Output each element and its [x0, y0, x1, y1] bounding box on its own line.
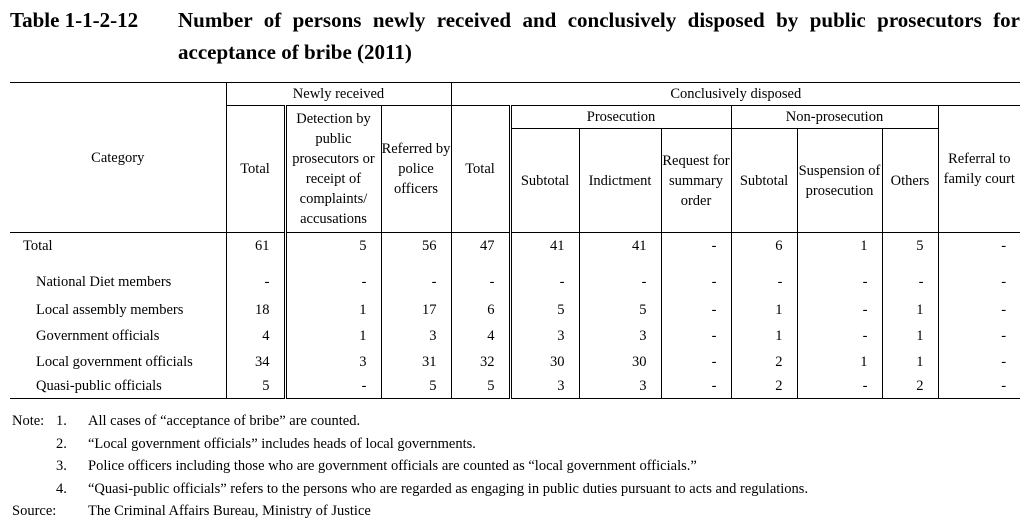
- table-row: [10, 233, 1020, 267]
- header-category: Category: [10, 83, 226, 233]
- note-text: Police officers including those who are government officials are counted as “local government officials.”: [88, 458, 697, 474]
- header-conclusively-disposed: Conclusively disposed: [451, 83, 1020, 106]
- header-newly-received: Newly received: [226, 83, 451, 106]
- row-category: National Diet members: [36, 273, 172, 290]
- cell-value: 5: [226, 375, 285, 399]
- cell-value: 1: [882, 297, 938, 323]
- header-np-subtotal: Subtotal: [731, 129, 797, 233]
- note-text: “Quasi-public officials” refers to the persons who are regarded as engaging in public duties pursuant to acts and regulations.: [88, 480, 809, 497]
- header-summary: Request for summary order: [661, 129, 731, 233]
- table-body: [10, 233, 1020, 399]
- cell-value: 31: [381, 349, 451, 375]
- header-prosecution: Prosecution: [510, 106, 731, 129]
- cell-value: 2: [731, 375, 797, 399]
- cell-value: -: [579, 267, 661, 297]
- cell-value: 1: [882, 323, 938, 349]
- note-number: 2.: [56, 435, 67, 452]
- cell-value: 41: [579, 233, 661, 267]
- cell-value: 2: [882, 375, 938, 399]
- cell-value: 5: [882, 233, 938, 267]
- cell-value: 1: [285, 323, 381, 349]
- cell-value: -: [285, 375, 381, 399]
- cell-value: 4: [451, 323, 510, 349]
- cell-value: 56: [381, 233, 451, 267]
- table-row: [10, 267, 1020, 297]
- cell-value: 3: [381, 323, 451, 349]
- table-number: Table 1-1-2-12: [10, 8, 139, 32]
- cell-value: 3: [510, 323, 579, 349]
- cell-value: 47: [451, 233, 510, 267]
- cell-value: 1: [731, 297, 797, 323]
- cell-value: -: [451, 267, 510, 297]
- cell-value: 2: [731, 349, 797, 375]
- cell-value: 3: [510, 375, 579, 399]
- cell-value: -: [661, 267, 731, 297]
- table-row: [10, 349, 1020, 375]
- header-others: Others: [882, 129, 938, 233]
- cell-value: 6: [451, 297, 510, 323]
- cell-value: -: [797, 297, 882, 323]
- note-label: Note:: [12, 413, 45, 429]
- cell-value: 5: [451, 375, 510, 399]
- header-pros-subtotal: Subtotal: [510, 129, 579, 233]
- cell-value: -: [797, 375, 882, 399]
- cell-value: -: [938, 267, 1020, 297]
- header-non-prosecution: Non-prosecution: [731, 106, 938, 129]
- cell-value: -: [882, 267, 938, 297]
- cell-value: -: [731, 267, 797, 297]
- header-detection: Detection by public prosecutors or receipt of complaints/ accusations: [285, 106, 381, 233]
- cell-value: 6: [731, 233, 797, 267]
- cell-value: 17: [381, 297, 451, 323]
- note-number: 4.: [56, 480, 67, 497]
- cell-value: 32: [451, 349, 510, 375]
- cell-value: -: [661, 297, 731, 323]
- cell-value: 3: [579, 375, 661, 399]
- header-referred: Referred by police officers: [381, 106, 451, 233]
- cell-value: 30: [510, 349, 579, 375]
- cell-value: 1: [285, 297, 381, 323]
- cell-value: -: [938, 323, 1020, 349]
- cell-value: 1: [797, 233, 882, 267]
- table-title-text: Number of persons newly received and conclusively disposed by public prosecutors for acceptance of bribe (2011): [178, 8, 1020, 64]
- cell-value: 5: [510, 297, 579, 323]
- row-category: Total: [23, 238, 53, 254]
- cell-value: -: [661, 349, 731, 375]
- cell-value: -: [510, 267, 579, 297]
- cell-value: -: [226, 267, 285, 297]
- cell-value: 41: [510, 233, 579, 267]
- cell-value: -: [661, 233, 731, 267]
- cell-value: 5: [579, 297, 661, 323]
- header-cd-total: Total: [451, 106, 510, 233]
- data-table: [10, 82, 1020, 399]
- row-category: Quasi-public officials: [10, 375, 226, 399]
- cell-value: 34: [226, 349, 285, 375]
- header-suspension: Suspension of prosecution: [797, 129, 882, 233]
- table-row: [10, 375, 1020, 399]
- cell-value: -: [797, 323, 882, 349]
- cell-value: 1: [882, 349, 938, 375]
- cell-value: 1: [731, 323, 797, 349]
- header-family-court: Referral to family court: [938, 106, 1020, 233]
- cell-value: -: [938, 233, 1020, 267]
- note-number: 1.: [56, 413, 67, 429]
- note-text: “Local government officials” includes heads of local governments.: [88, 435, 476, 452]
- header-row-1: [10, 83, 1020, 106]
- cell-value: -: [938, 349, 1020, 375]
- cell-value: -: [381, 267, 451, 297]
- header-nr-total: Total: [226, 106, 285, 233]
- table-row: [10, 323, 1020, 349]
- cell-value: 61: [226, 233, 285, 267]
- cell-value: 5: [285, 233, 381, 267]
- row-category: Local assembly members: [36, 301, 184, 318]
- cell-value: 3: [285, 349, 381, 375]
- cell-value: 5: [381, 375, 451, 399]
- cell-value: 18: [226, 297, 285, 323]
- note-number: 3.: [56, 458, 67, 474]
- table-row: [10, 297, 1020, 323]
- source-text: The Criminal Affairs Bureau, Ministry of Justice: [88, 503, 371, 519]
- cell-value: -: [938, 297, 1020, 323]
- header-indictment: Indictment: [579, 129, 661, 233]
- cell-value: 3: [579, 323, 661, 349]
- cell-value: -: [938, 375, 1020, 399]
- cell-value: -: [661, 323, 731, 349]
- source-label: Source:: [12, 503, 57, 519]
- note-text: All cases of “acceptance of bribe” are counted.: [88, 413, 361, 429]
- row-category: Government officials: [36, 327, 160, 344]
- cell-value: 1: [797, 349, 882, 375]
- cell-value: -: [797, 267, 882, 297]
- cell-value: 4: [226, 323, 285, 349]
- cell-value: -: [285, 267, 381, 297]
- row-category: Local government officials: [36, 353, 193, 370]
- cell-value: -: [661, 375, 731, 399]
- cell-value: 30: [579, 349, 661, 375]
